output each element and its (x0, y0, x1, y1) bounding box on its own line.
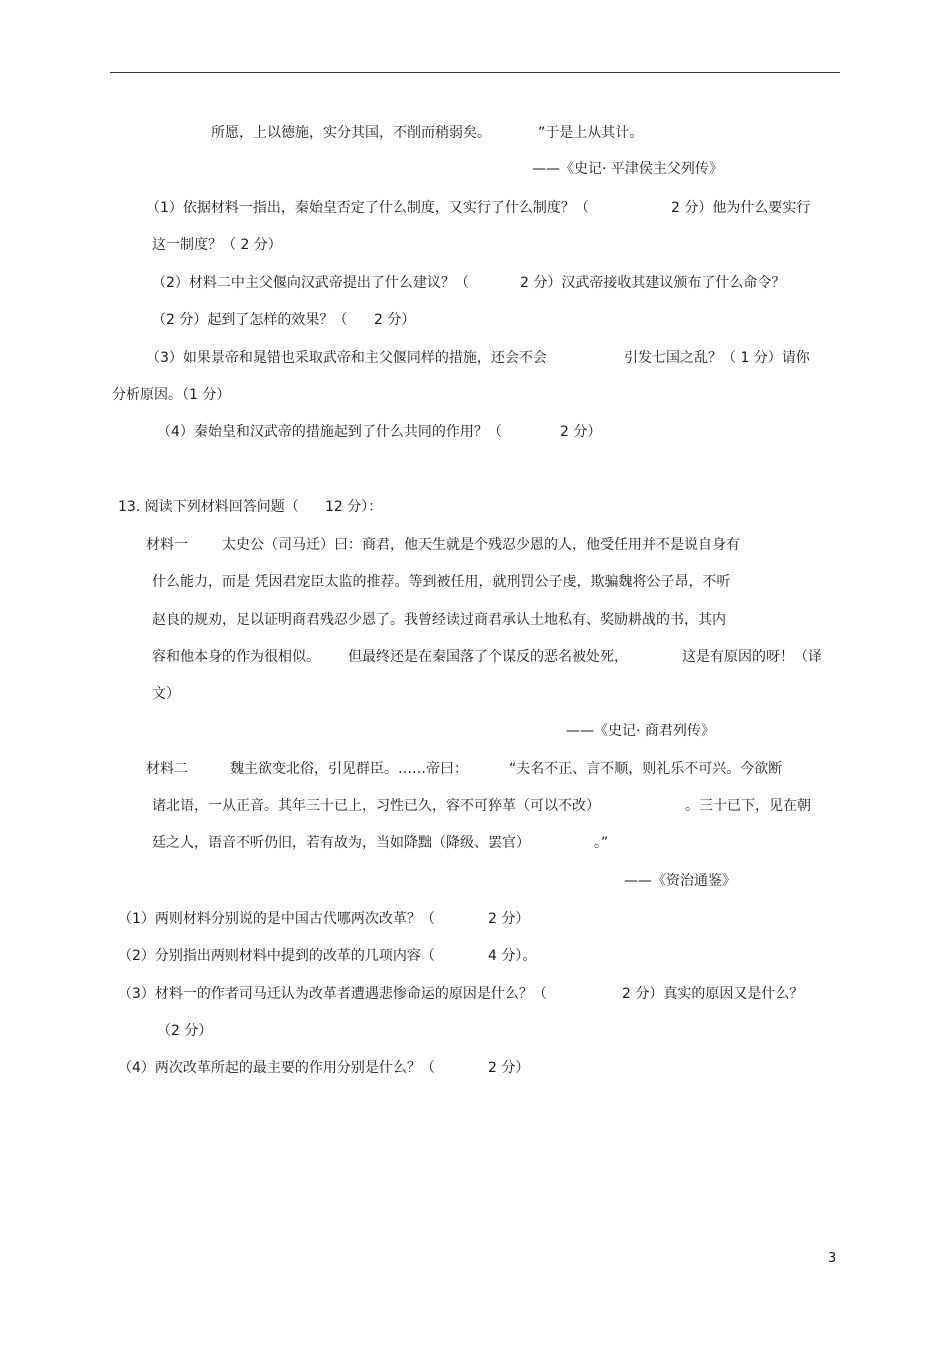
question-12-2-score: 2 分）汉武帝接收其建议颁布了什么命令？ (520, 275, 786, 291)
question-12-2-cont: （2 分）起到了怎样的效果？（ (152, 312, 348, 328)
page-number: 3 (828, 1251, 837, 1266)
material-2-text: 。” (594, 835, 609, 851)
source-citation: ——《资治通鉴》 (624, 873, 736, 889)
question-13-1-score: 2 分） (488, 911, 530, 927)
material-2-text: 诸北语，一从正音。其年三十已上，习性已久，容不可猝革（可以不改） (152, 798, 600, 814)
material-1-text: 这是有原因的呀！（译 (682, 649, 822, 665)
material-2-label: 材料二 (146, 761, 188, 777)
material-1-text: 太史公（司马迁）曰：商君，他天生就是个残忍少恩的人，他受任用并不是说自身有 (222, 537, 740, 553)
question-13-3-cont: （2 分） (157, 1023, 213, 1039)
question-13-score: 12 分）： (325, 499, 383, 515)
question-13-4: （4）两次改革所起的最主要的作用分别是什么？（ (118, 1060, 435, 1076)
material-1-text: 容和他本身的作为很相似。 (152, 649, 320, 665)
question-12-2: （2）材料二中主父偃向汉武帝提出了什么建议？（ (152, 275, 469, 291)
question-13-4-score: 2 分） (488, 1060, 530, 1076)
question-13-3-score: 2 分）真实的原因又是什么？ (622, 986, 804, 1002)
quote-tail-text: 所愿，上以德施，实分其国，不削而稍弱矣。 (211, 125, 491, 141)
material-1-text: 但最终还是在秦国落了个谋反的恶名被处死， (348, 649, 628, 665)
question-13-1: （1）两则材料分别说的是中国古代哪两次改革？（ (118, 911, 435, 927)
question-12-1-cont: 这一制度？（ 2 分） (152, 237, 282, 253)
material-1-text: 什么能力，而是 凭因君宠臣太监的推荐。等到被任用，就刑罚公子虔，欺骗魏将公子昂，不听 (152, 574, 731, 590)
material-1-text: 赵良的规劝，足以证明商君残忍少恩了。我曾经读过商君承认土地私有、奖励耕战的书，其内 (152, 612, 726, 628)
question-12-2-score: 2 分） (374, 312, 416, 328)
material-1-text: 文） (152, 686, 180, 702)
question-13-2-score: 4 分）。 (488, 948, 537, 964)
question-13-2: （2）分别指出两则材料中提到的改革的几项内容（ (118, 948, 435, 964)
material-2-text: “夫名不正、言不顺，则礼乐不可兴。今欲断 (509, 761, 783, 777)
question-12-4-score: 2 分） (560, 424, 602, 440)
source-citation: ——《史记· 商君列传》 (566, 723, 715, 739)
question-12-4: （4）秦始皇和汉武帝的措施起到了什么共同的作用？（ (157, 424, 502, 440)
question-12-1-score: 2 分）他为什么要实行 (671, 200, 811, 216)
question-12-3-cont: 分析原因。（1 分） (112, 387, 231, 403)
quote-tail-text: ”于是上从其计。 (538, 125, 644, 141)
question-13-heading: 13. 阅读下列材料回答问题（ (118, 499, 299, 515)
question-12-3-cont: 引发七国之乱？（ 1 分）请你 (624, 350, 810, 366)
question-13-3: （3）材料一的作者司马迁认为改革者遭遇悲惨命运的原因是什么？（ (118, 986, 547, 1002)
material-2-text: 廷之人，语音不听仍旧，若有故为，当如降黜（降级、罢官） (152, 835, 530, 851)
material-2-text: 。三十已下，见在朝 (685, 798, 811, 814)
question-12-3: （3）如果景帝和晁错也采取武帝和主父偃同样的措施，还会不会 (146, 350, 547, 366)
material-1-label: 材料一 (146, 537, 188, 553)
question-12-1: （1）依据材料一指出，秦始皇否定了什么制度，又实行了什么制度？（ (146, 200, 589, 216)
header-rule (110, 72, 840, 73)
material-2-text: 魏主欲变北俗，引见群臣。……帝曰： (230, 761, 468, 777)
source-citation: ——《史记· 平津侯主父列传》 (532, 161, 723, 177)
